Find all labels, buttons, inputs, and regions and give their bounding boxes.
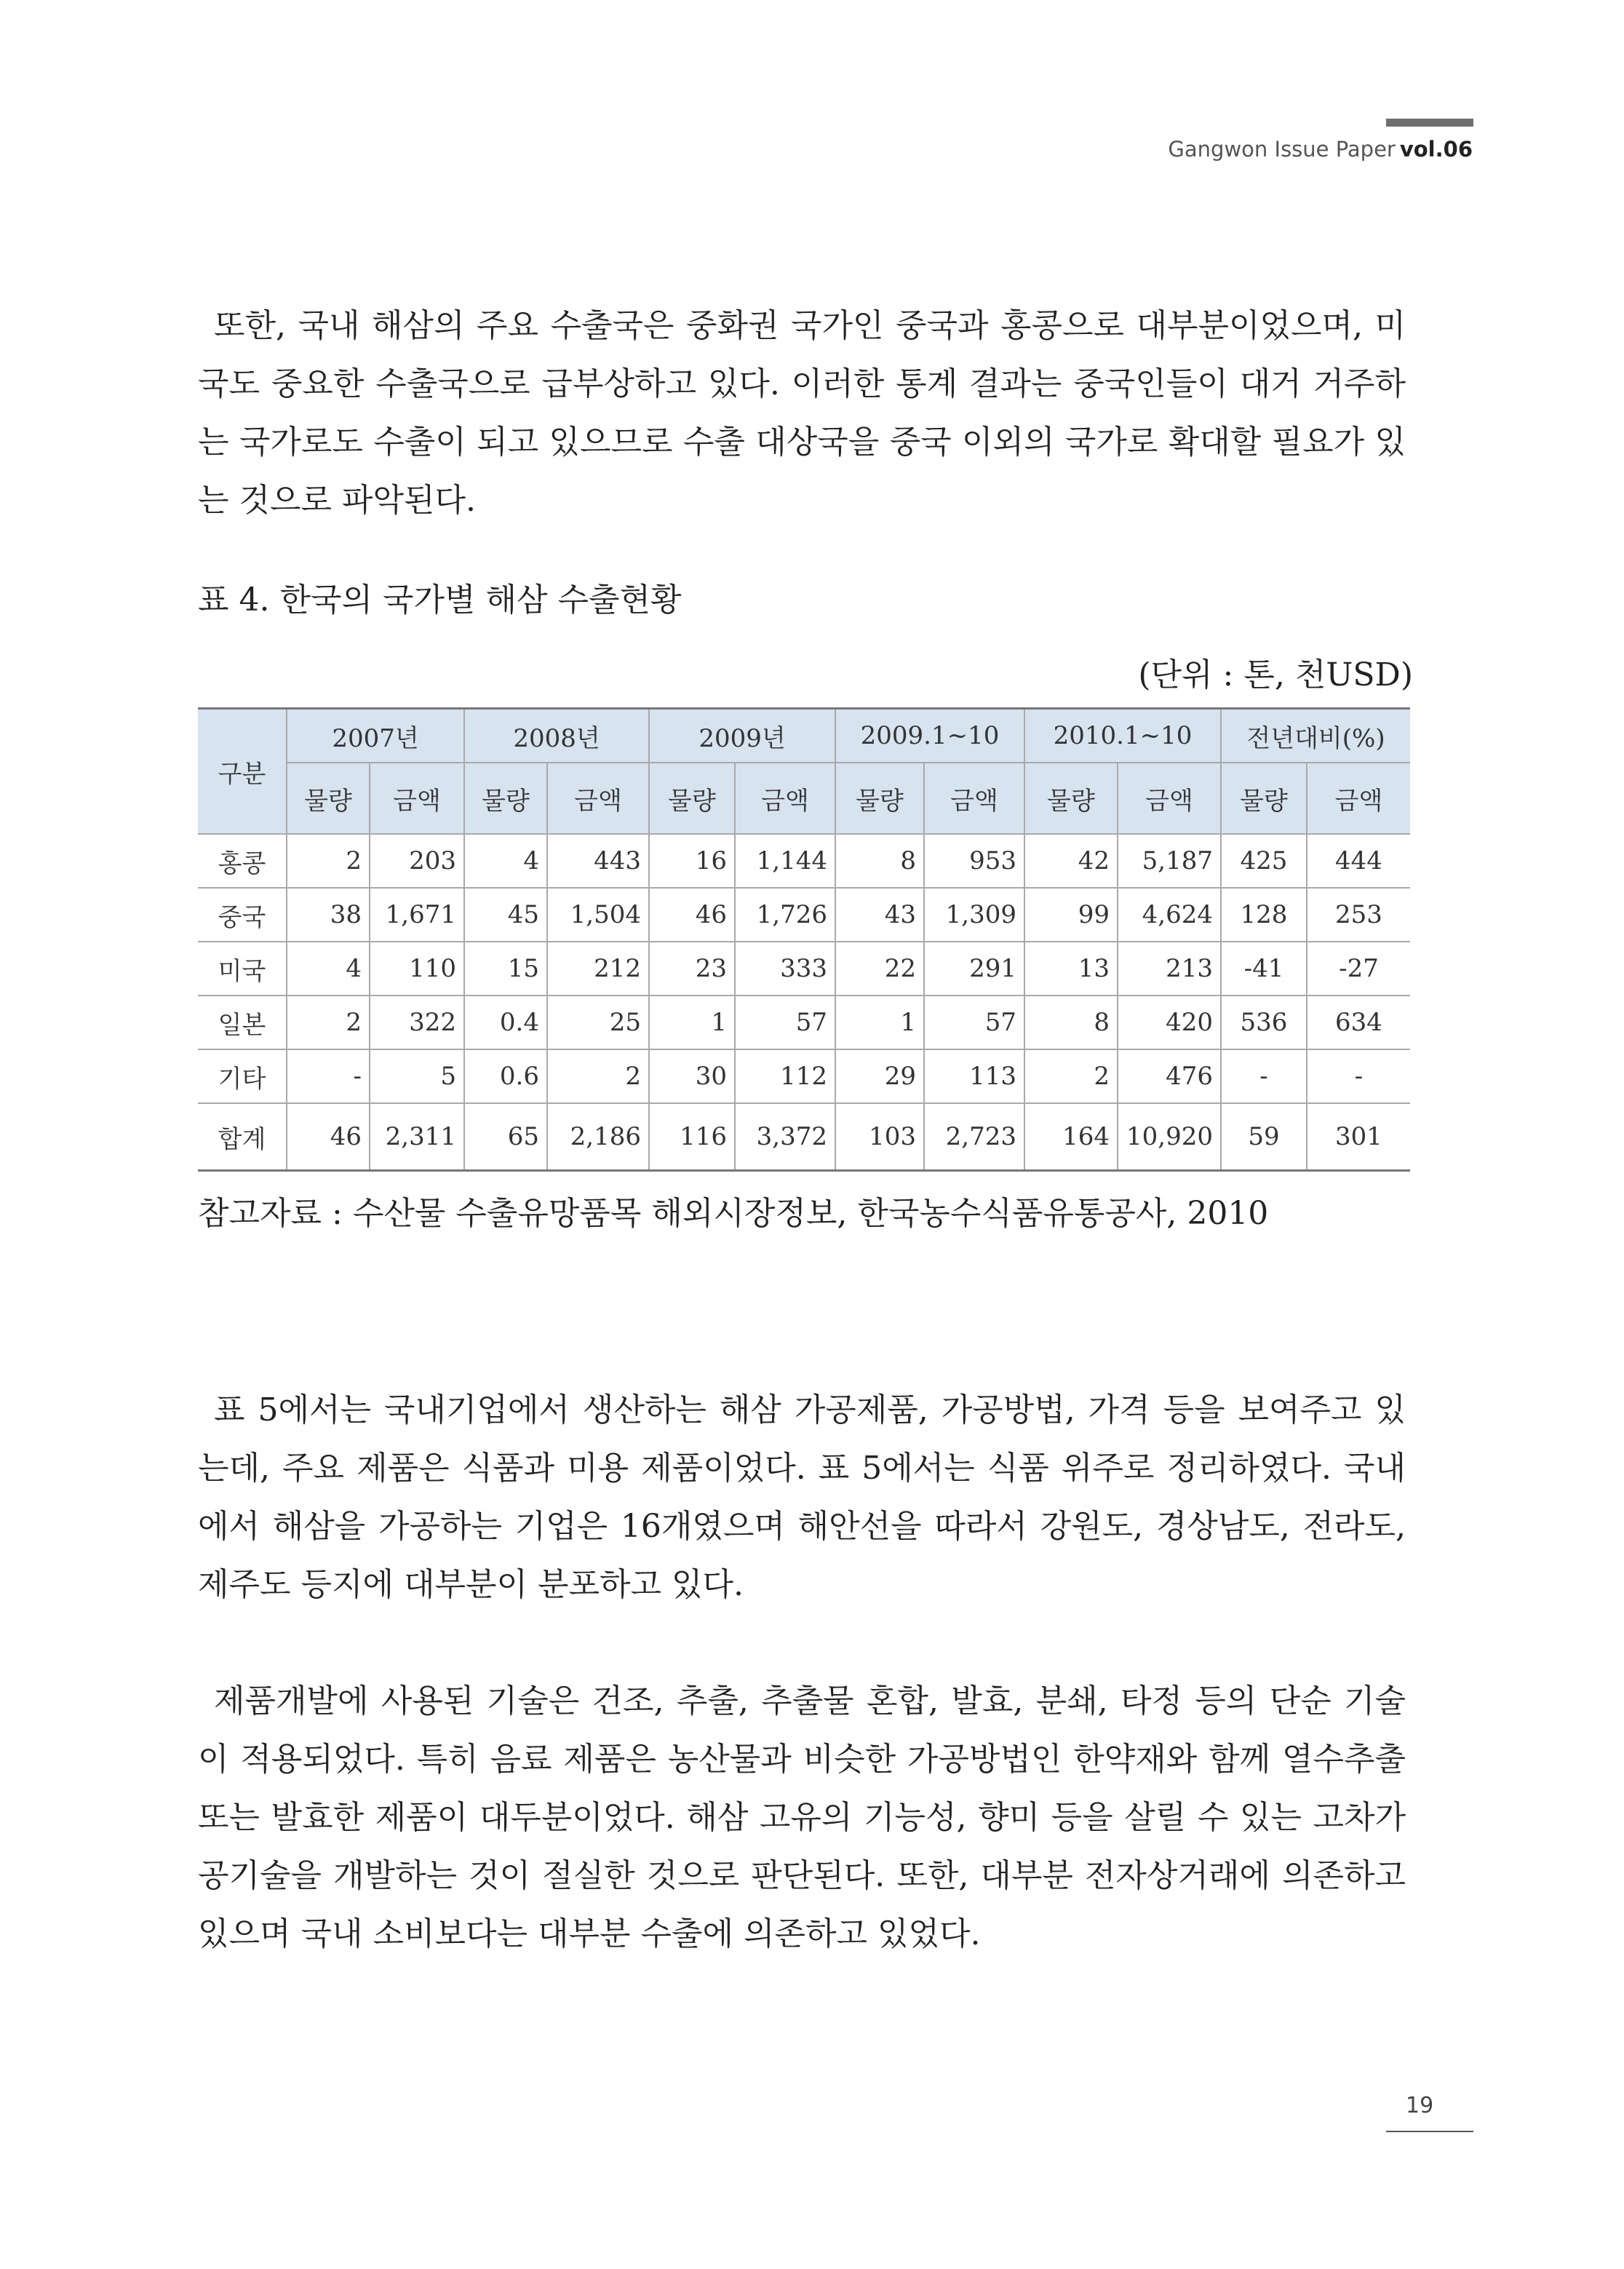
table-cell: 29: [835, 1049, 924, 1103]
table-cell: 5: [370, 1049, 464, 1103]
table-cell: -: [1307, 1049, 1410, 1103]
volume-label: vol.06: [1399, 137, 1473, 162]
table-caption: 표 4. 한국의 국가별 해삼 수출현황: [198, 581, 682, 619]
table-cell: 2,723: [924, 1103, 1024, 1171]
qty-header: 물량: [649, 763, 735, 834]
table-row: [198, 942, 1410, 996]
period-header: 2007년: [287, 709, 464, 763]
paragraph-products: 표 5에서는 국내기업에서 생산하는 해삼 가공제품, 가공방법, 가격 등을 보여주고 있는데, 주요 제품은 식품과 미용 제품이었다. 표 5에서는 식품 위주로 정리하였다. 국내에서 해삼을 가공하는 기업은 16개였으며 해안선을 따라서 강원도, 경상남도, 전라도, 제주도 등지에 대부분이 분포하고 있다.: [198, 1391, 1406, 1603]
table-cell: 253: [1307, 888, 1410, 942]
amt-header: 금액: [735, 763, 835, 834]
table-cell: 116: [649, 1103, 735, 1171]
amt-header: 금액: [370, 763, 464, 834]
table-cell: 42: [1024, 834, 1118, 888]
table-cell: 425: [1221, 834, 1307, 888]
page-number-rule: [1386, 2131, 1473, 2132]
table-cell: 8: [1024, 996, 1118, 1049]
corner-header: 구분: [198, 709, 287, 835]
table-source: 참고자료 : 수산물 수출유망품목 해외시장정보, 한국농수식품유통공사, 2010: [198, 1195, 1269, 1232]
table-cell: 23: [649, 942, 735, 996]
table-cell: 2: [287, 996, 370, 1049]
table-cell: 1,504: [547, 888, 649, 942]
table-cell: 2: [1024, 1049, 1118, 1103]
table-cell: 1: [835, 996, 924, 1049]
amt-header: 금액: [1118, 763, 1221, 834]
page-number: 19: [1406, 2093, 1434, 2118]
table-cell: -: [287, 1049, 370, 1103]
table-cell: 444: [1307, 834, 1410, 888]
table-row: [198, 996, 1410, 1049]
table-cell: 2: [547, 1049, 649, 1103]
table-cell: 203: [370, 834, 464, 888]
amt-header: 금액: [547, 763, 649, 834]
table-cell: 57: [924, 996, 1024, 1049]
table-cell: 4,624: [1118, 888, 1221, 942]
table-cell: 536: [1221, 996, 1307, 1049]
qty-header: 물량: [1221, 763, 1307, 834]
paragraph-intro: 또한, 국내 해삼의 주요 수출국은 중화권 국가인 중국과 홍콩으로 대부분이었으며, 미국도 중요한 수출국으로 급부상하고 있다. 이러한 통계 결과는 중국인들이 대거 거주하는 국가로도 수출이 되고 있으므로 수출 대상국을 중국 이외의 국가로 확대할 필요가 있는 것으로 파악된다.: [198, 307, 1406, 519]
qty-header: 물량: [287, 763, 370, 834]
table-cell: 110: [370, 942, 464, 996]
header-rule: [1386, 119, 1473, 127]
running-header: [1168, 137, 1473, 162]
period-header: 2008년: [464, 709, 649, 763]
table-unit: (단위 : 톤, 천USD): [1138, 656, 1413, 694]
amt-header: 금액: [1307, 763, 1410, 834]
table-cell: 420: [1118, 996, 1221, 1049]
table-cell: 953: [924, 834, 1024, 888]
table-cell: 112: [735, 1049, 835, 1103]
table-cell: 1,726: [735, 888, 835, 942]
table-cell: 1,309: [924, 888, 1024, 942]
table-cell: 322: [370, 996, 464, 1049]
paragraph-technology: 제품개발에 사용된 기술은 건조, 추출, 추출물 혼합, 발효, 분쇄, 타정 등의 단순 기술이 적용되었다. 특히 음료 제품은 농산물과 비슷한 가공방법인 한약재와 함께 열수추출 또는 발효한 제품이 대두분이었다. 해삼 고유의 기능성, 향미 등을 살릴 수 있는 고차가공기술을 개발하는 것이 절실한 것으로 판단된다. 또한, 대부분 전자상거래에 의존하고 있으며 국내 소비보다는 대부분 수출에 의존하고 있었다.: [198, 1682, 1406, 1952]
table-cell: -41: [1221, 942, 1307, 996]
table-cell: 46: [649, 888, 735, 942]
table-cell: 38: [287, 888, 370, 942]
table-cell: 1,144: [735, 834, 835, 888]
table-cell: 128: [1221, 888, 1307, 942]
table-body: [198, 834, 1410, 1171]
period-header: 2009년: [649, 709, 835, 763]
table-cell: -: [1221, 1049, 1307, 1103]
table-cell: 3,372: [735, 1103, 835, 1171]
qty-header: 물량: [1024, 763, 1118, 834]
table-cell: 634: [1307, 996, 1410, 1049]
table-cell: -27: [1307, 942, 1410, 996]
table-cell: 1: [649, 996, 735, 1049]
table-row: [198, 834, 1410, 888]
table-cell: 99: [1024, 888, 1118, 942]
row-label: 일본: [198, 996, 287, 1049]
period-header: 전년대비(%): [1221, 709, 1410, 763]
qty-header: 물량: [464, 763, 547, 834]
row-label: 미국: [198, 942, 287, 996]
export-table: [198, 707, 1410, 1172]
table-cell: 30: [649, 1049, 735, 1103]
table-cell: 301: [1307, 1103, 1410, 1171]
table-cell: 5,187: [1118, 834, 1221, 888]
table-cell: 15: [464, 942, 547, 996]
table-cell: 0.4: [464, 996, 547, 1049]
table-cell: 65: [464, 1103, 547, 1171]
qty-header: 물량: [835, 763, 924, 834]
table-cell: 443: [547, 834, 649, 888]
table-cell: 4: [287, 942, 370, 996]
amt-header: 금액: [924, 763, 1024, 834]
period-header: 2009.1~10: [835, 709, 1024, 763]
table-cell: 291: [924, 942, 1024, 996]
table-cell: 2: [287, 834, 370, 888]
table-cell: 113: [924, 1049, 1024, 1103]
row-label: 기타: [198, 1049, 287, 1103]
series-title: Gangwon Issue Paper: [1168, 137, 1396, 162]
table-cell: 16: [649, 834, 735, 888]
table-cell: 43: [835, 888, 924, 942]
table-cell: 4: [464, 834, 547, 888]
row-label: 합계: [198, 1103, 287, 1171]
table-cell: 46: [287, 1103, 370, 1171]
table-cell: 22: [835, 942, 924, 996]
table-cell: 103: [835, 1103, 924, 1171]
table-cell: 1,671: [370, 888, 464, 942]
table-cell: 13: [1024, 942, 1118, 996]
row-label: 중국: [198, 888, 287, 942]
table-row: [198, 1103, 1410, 1171]
table-row: [198, 888, 1410, 942]
table-cell: 57: [735, 996, 835, 1049]
table-cell: 212: [547, 942, 649, 996]
row-label: 홍콩: [198, 834, 287, 888]
table-row: [198, 1049, 1410, 1103]
table-cell: 10,920: [1118, 1103, 1221, 1171]
table-cell: 25: [547, 996, 649, 1049]
table-cell: 164: [1024, 1103, 1118, 1171]
table-cell: 59: [1221, 1103, 1307, 1171]
table-cell: 45: [464, 888, 547, 942]
table-cell: 333: [735, 942, 835, 996]
table-cell: 2,186: [547, 1103, 649, 1171]
table-cell: 8: [835, 834, 924, 888]
table-cell: 0.6: [464, 1049, 547, 1103]
table-cell: 213: [1118, 942, 1221, 996]
table-cell: 476: [1118, 1049, 1221, 1103]
table-cell: 2,311: [370, 1103, 464, 1171]
period-header: 2010.1~10: [1024, 709, 1221, 763]
